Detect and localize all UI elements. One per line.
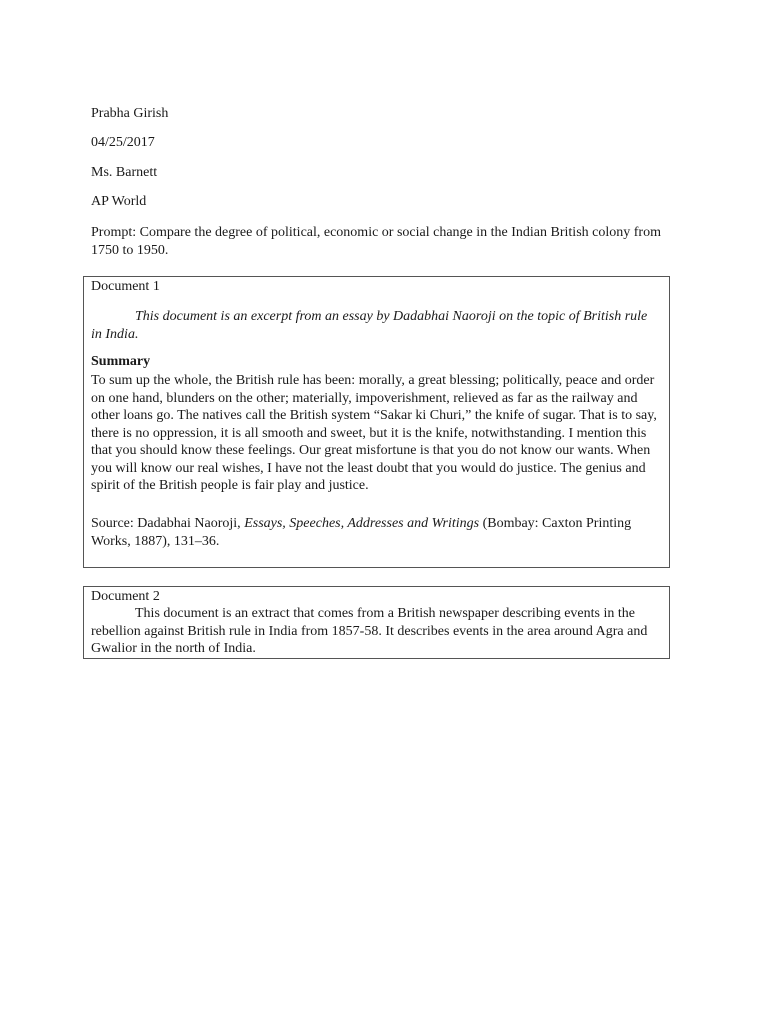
source-citation <box>91 515 651 550</box>
essay-prompt: Prompt: Compare the degree of political, economic or social change in the Indian British colony from 1750 to 1950. <box>91 225 661 258</box>
document-2-box <box>83 586 670 659</box>
teacher-name: Ms. Barnett <box>91 165 158 180</box>
document-2-title: Document 2 <box>91 589 160 604</box>
source-title: Essays, Speeches, Addresses and Writings <box>244 516 480 531</box>
source-prefix: Source: Dadabhai Naoroji, <box>91 516 245 531</box>
summary-heading: Summary <box>91 354 151 369</box>
document-2-intro: This document is an extract that comes from a British newspaper describing events in the rebellion against British rule in India from 1857-58. It describes events in the area around Agra and Gwalior in the north of India. <box>91 606 648 656</box>
summary-text: To sum up the whole, the British rule has been: morally, a great blessing; politically, peace and order on one hand, blunders on the other; materially, impoverishment, relieved as far as the railway and other loans go. The natives call the British system “Sakar ki Churi,” the knife of sugar. That is to say, there is no oppression, it is all smooth and sweet, but it is the knife, notwithstanding. I mention this that you should know these feelings. Our great misfortune is that you do not know our wants. When you will know our real wishes, I have not the least doubt that you would do justice. The genius and spirit of the British people is fair play and justice. <box>91 373 657 493</box>
source-suffix: (Bombay: Caxton Printing Works, 1887), 131–36. <box>91 516 632 549</box>
document-1-intro: This document is an excerpt from an essay by Dadabhai Naoroji on the topic of British rule in India. <box>91 309 648 342</box>
assignment-date: 04/25/2017 <box>91 135 155 150</box>
student-name: Prabha Girish <box>91 106 169 121</box>
course-name: AP World <box>91 194 147 209</box>
document-1-box <box>83 276 670 568</box>
document-1-title: Document 1 <box>91 279 160 294</box>
